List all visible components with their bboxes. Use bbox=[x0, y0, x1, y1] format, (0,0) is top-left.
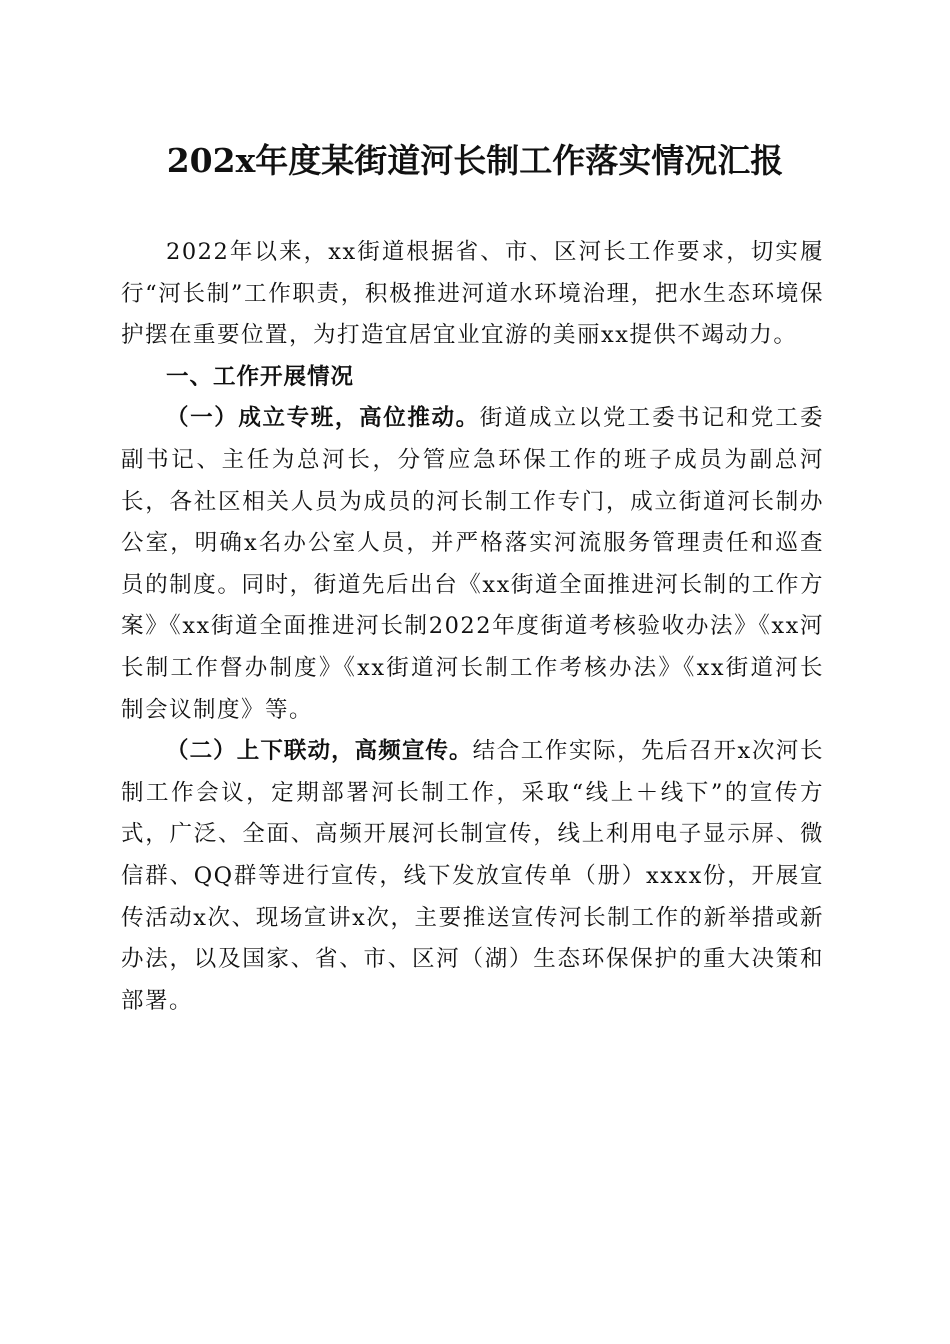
document-body bbox=[121, 232, 824, 1022]
item-2-text: 结合工作实际，先后召开x次河长制工作会议，定期部署河长制工作，采取“线上＋线下”的宣传方式，广泛、全面、高频开展河长制宣传，线上利用电子显示屏、微信群、QQ群等进行宣传，线下发放宣传单（册）xxxx份，开展宣传活动x次、现场宣讲x次，主要推送宣传河长制工作的新举措或新办法，以及国家、省、市、区河（湖）生态环保保护的重大决策和部署。 bbox=[121, 738, 824, 1014]
section-heading-work-status: 一、工作开展情况 bbox=[166, 363, 355, 390]
intro-paragraph: 2022年以来，xx街道根据省、市、区河长工作要求，切实履行“河长制”工作职责，积极推进河道水环境治理，把水生态环境保护摆在重要位置，为打造宜居宜业宜游的美丽xx提供不竭动力。 bbox=[121, 239, 824, 349]
item-1-text: 街道成立以党工委书记和党工委副书记、主任为总河长，分管应急环保工作的班子成员为副总河长，各社区相关人员为成员的河长制工作专门，成立街道河长制办公室，明确x名办公室人员，并严格落实河流服务管理责任和巡查员的制度。同时，街道先后出台《xx街道全面推进河长制的工作方案》《xx街道全面推进河长制2022年度街道考核验收办法》《xx河长制工作督办制度》《xx街道河长制工作考核办法》《xx街道河长制会议制度》等。 bbox=[121, 405, 824, 723]
item-2-lead: （二）上下联动，高频宣传。 bbox=[166, 738, 473, 765]
item-1-lead: （一）成立专班，高位推动。 bbox=[166, 405, 480, 432]
item-1-paragraph bbox=[121, 398, 824, 731]
item-2-paragraph bbox=[121, 731, 824, 1022]
document-title: 202x年度某街道河长制工作落实情况汇报 bbox=[166, 141, 784, 180]
